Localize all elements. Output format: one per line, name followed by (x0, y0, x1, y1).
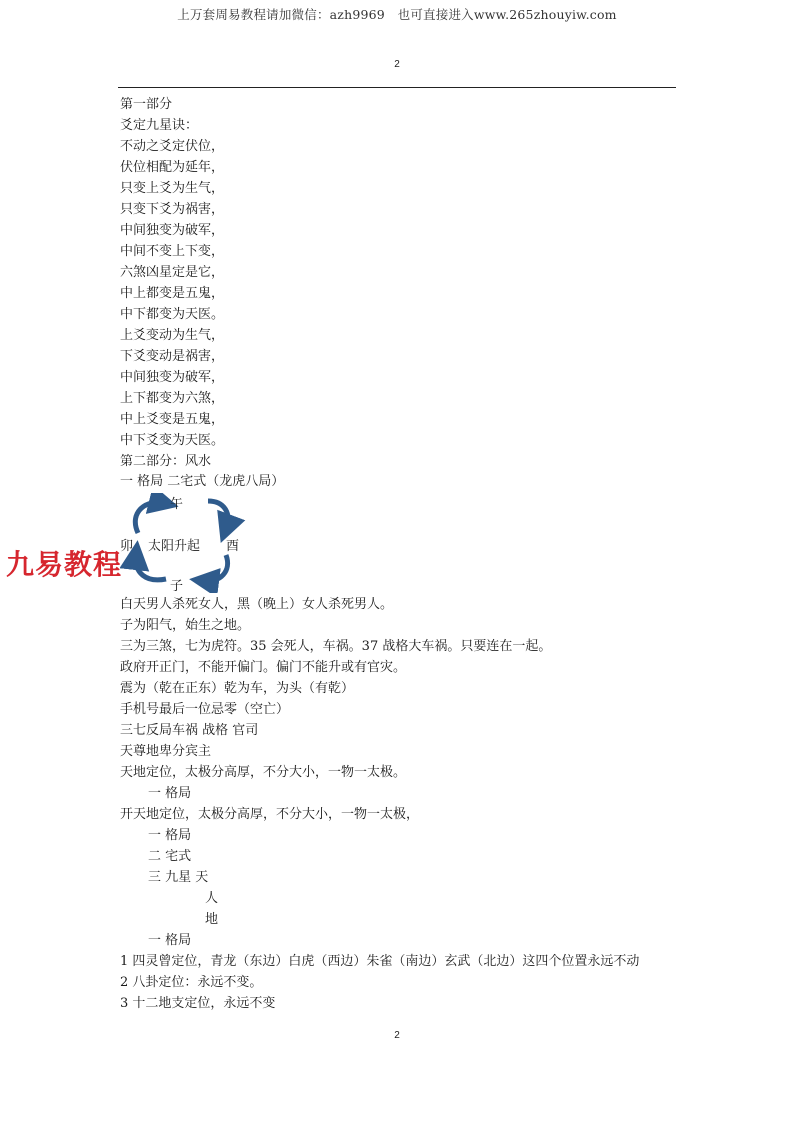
verse-line: 中下爻变为天医。 (120, 433, 225, 448)
page-number-bottom: 2 (394, 1030, 400, 1041)
outline-subitem: 人 (205, 891, 219, 906)
body-line: 开天地定位，太极分高厚，不分大小，一物一太极， (120, 807, 420, 822)
verse-line: 中间不变上下变， (120, 244, 225, 259)
header-rule (118, 87, 676, 88)
label-zi: 子 (170, 579, 184, 594)
outline-item: 三 九星 天 (148, 870, 209, 885)
page-number-top: 2 (394, 59, 400, 70)
body-line: 政府开正门，不能开偏门。偏门不能升或有官灾。 (120, 660, 407, 675)
verse-line: 上爻变动为生气， (120, 328, 225, 343)
part2-title: 第二部分：风水 (120, 454, 212, 469)
verse-line: 中上都变是五鬼， (120, 286, 225, 301)
verse-line: 中下都变为天医。 (120, 307, 225, 322)
body-line: 三七反局车祸 战格 官司 (120, 723, 259, 738)
body-line: 手机号最后一位忌零（空亡） (120, 702, 290, 717)
verse-line: 中上爻变是五鬼， (120, 412, 225, 427)
body-line: 三为三煞，七为虎符。35 会死人，车祸。37 战格大车祸。只要连在一起。 (120, 639, 552, 654)
watermark-logo: 九易教程 (6, 548, 123, 581)
verse-title: 爻定九星诀： (120, 118, 199, 133)
body-line: 子为阳气，始生之地。 (120, 618, 251, 633)
arrow-bottom-left (136, 555, 166, 580)
part1-title: 第一部分 (120, 97, 173, 112)
verse-line: 中间独变为破军， (120, 223, 225, 238)
outline-subitem: 地 (205, 912, 219, 927)
sun-cycle-diagram (120, 493, 250, 593)
numbered-line: 3 十二地支定位，永远不变 (120, 996, 276, 1011)
arrow-top-left (135, 502, 164, 533)
verse-line: 六煞凶星定是它， (120, 265, 225, 280)
part2-subtitle: 一 格局 二宅式（龙虎八局） (120, 474, 285, 489)
outline-item: 二 宅式 (148, 849, 192, 864)
outline-item: 一 格局 (148, 933, 192, 948)
label-sunrise: 太阳升起 (148, 539, 201, 554)
numbered-line: 1 四灵曾定位，青龙（东边）白虎（西边）朱雀（南边）玄武（北边）这四个位置永远不动 (120, 954, 640, 969)
outline-item: 一 格局 (148, 786, 192, 801)
body-line: 天尊地卑分宾主 (120, 744, 212, 759)
body-line: 白天男人杀死女人，黑（晚上）女人杀死男人。 (120, 597, 394, 612)
verse-line: 伏位相配为延年， (120, 160, 225, 175)
label-wu: 午 (170, 497, 184, 512)
verse-line: 只变下爻为祸害， (120, 202, 225, 217)
verse-line: 不动之爻定伏位， (120, 139, 225, 154)
label-mao: 卯 (120, 539, 134, 554)
outline-item: 一 格局 (148, 828, 192, 843)
verse-line: 中间独变为破军， (120, 370, 225, 385)
header-banner: 上万套周易教程请加微信：azh9969 也可直接进入www.265zhouyiw.com (177, 7, 617, 22)
verse-line: 下爻变动是祸害， (120, 349, 225, 364)
verse-line: 只变上爻为生气， (120, 181, 225, 196)
arrow-bottom-right (204, 555, 228, 581)
label-you: 酉 (226, 539, 240, 554)
verse-line: 上下都变为六煞， (120, 391, 225, 406)
arrow-top-right (208, 501, 228, 529)
body-line: 震为（乾在正东）乾为车，为头（有乾） (120, 681, 355, 696)
body-line: 天地定位，太极分高厚，不分大小，一物一太极。 (120, 765, 407, 780)
numbered-line: 2 八卦定位：永远不变。 (120, 975, 263, 990)
